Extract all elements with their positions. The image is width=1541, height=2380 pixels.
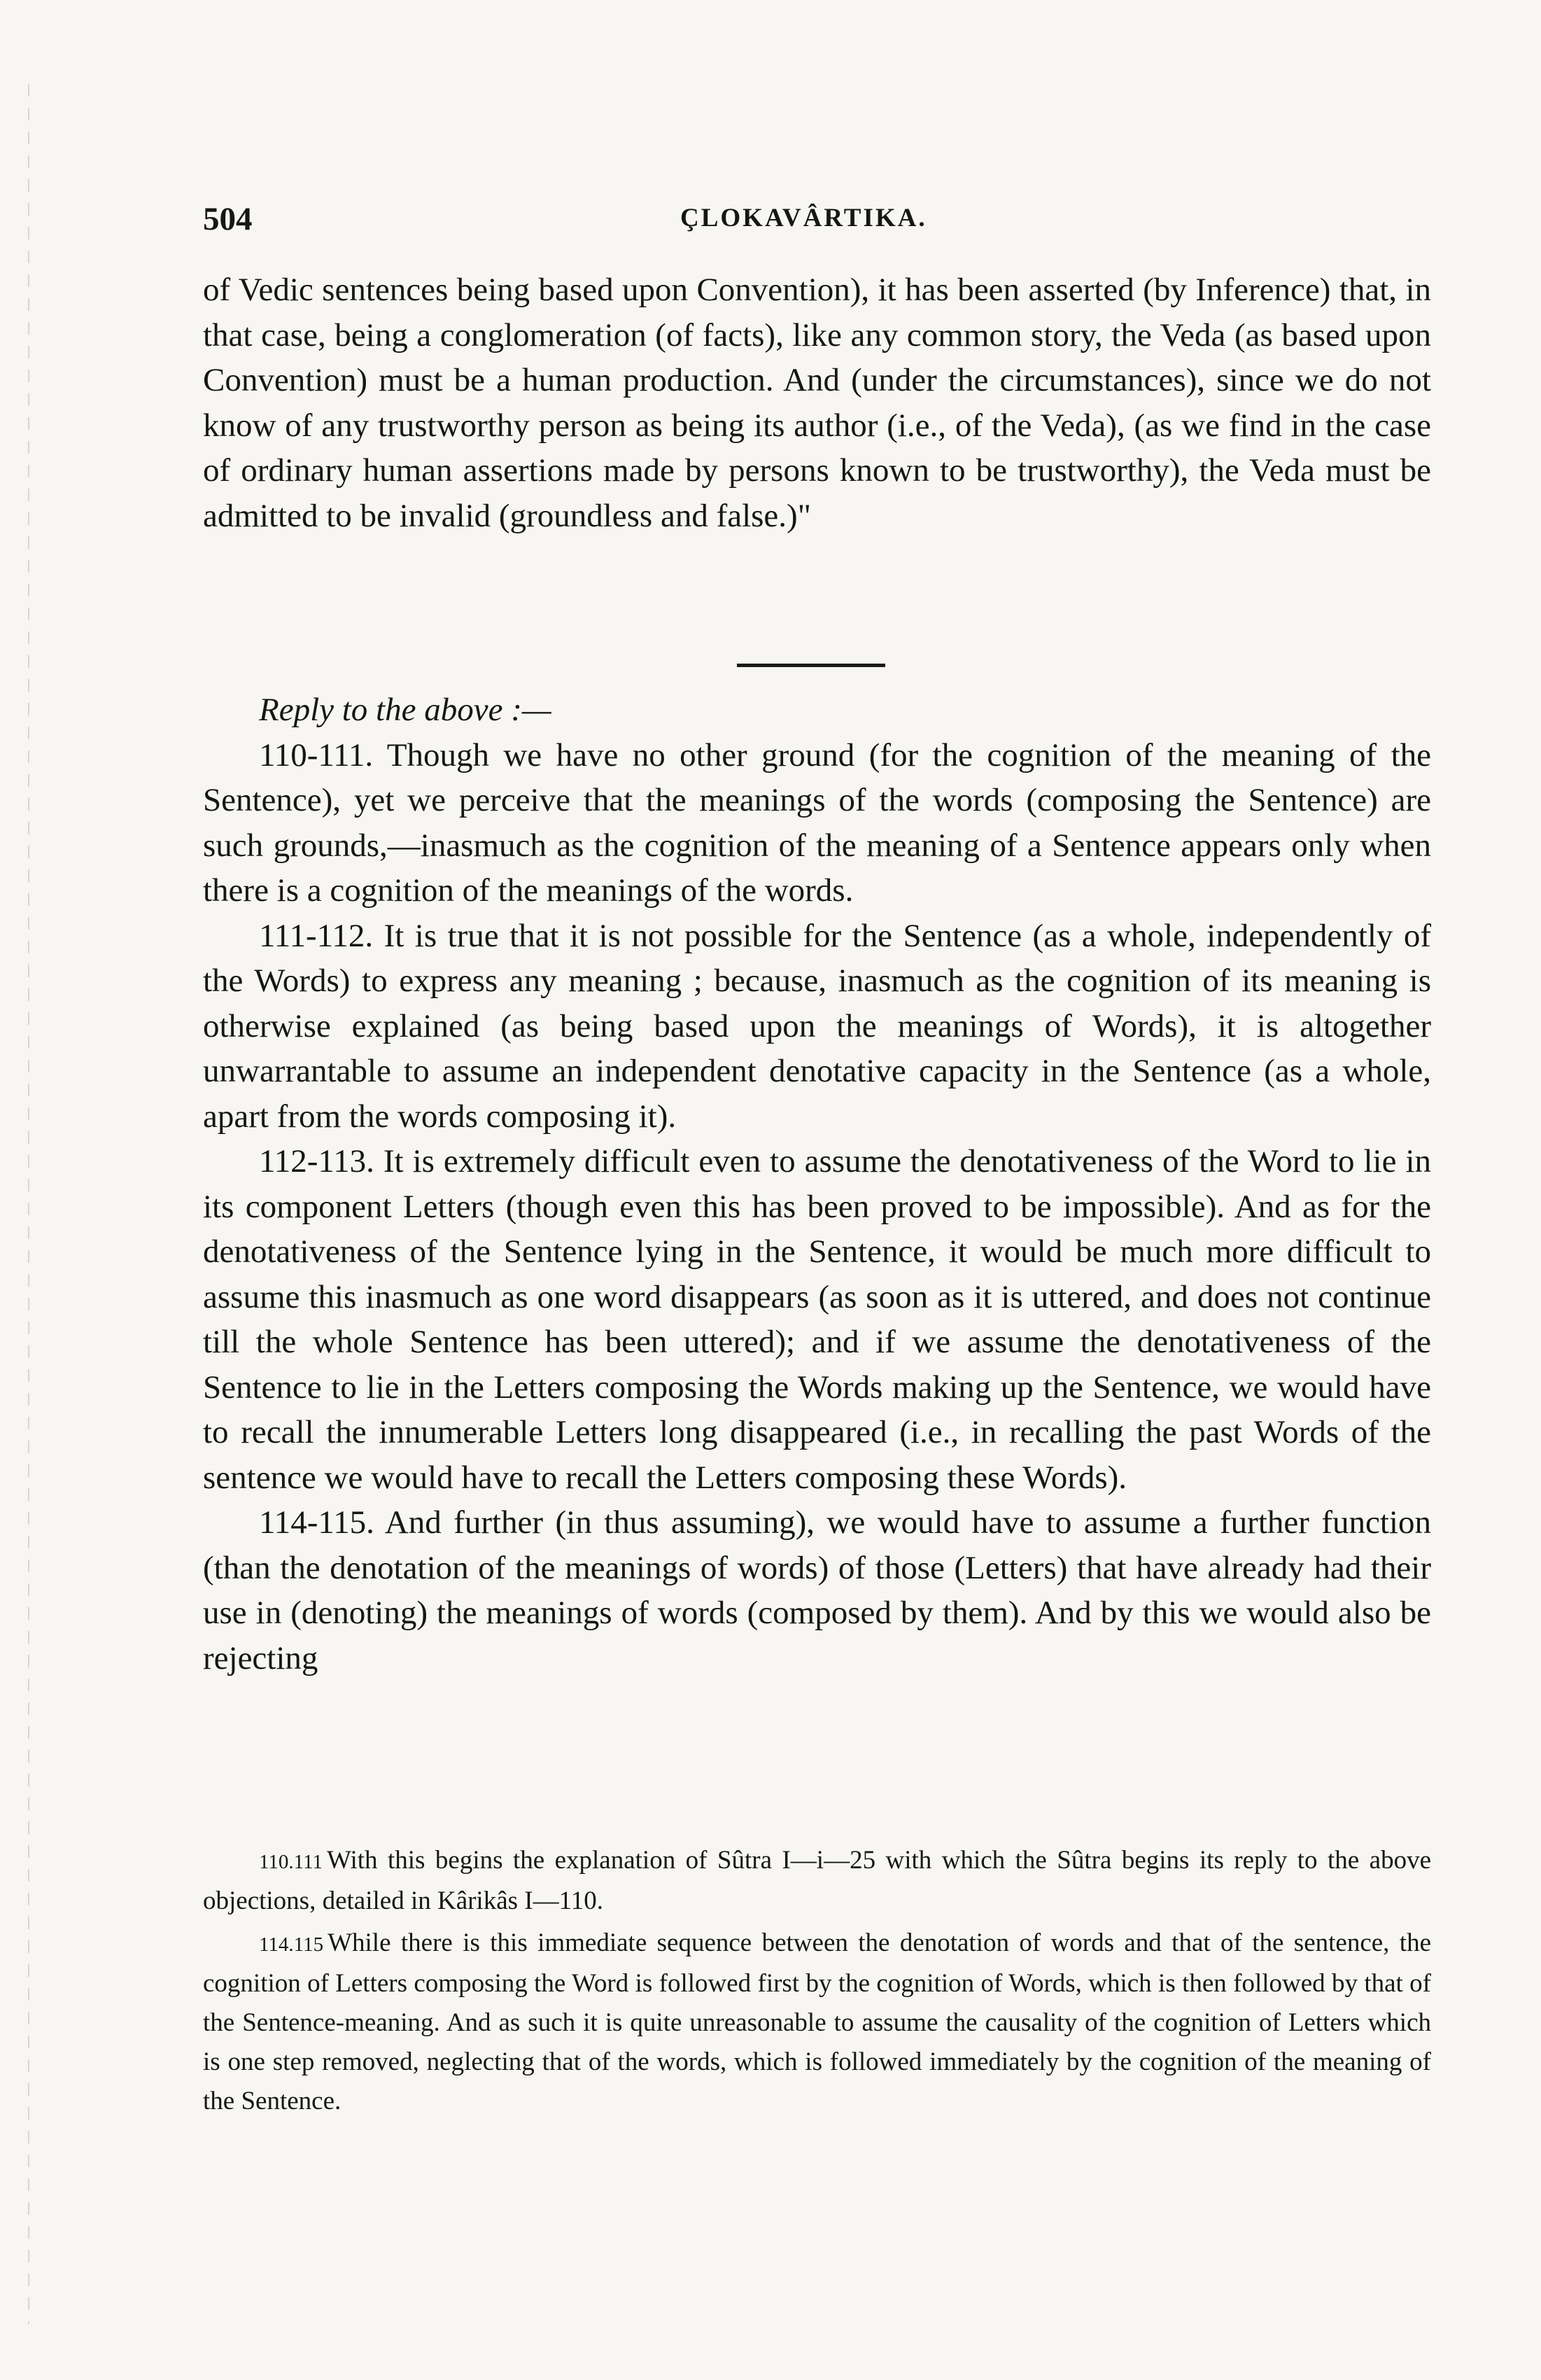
- footnote: [203, 1924, 1431, 2121]
- page-header: [203, 200, 1428, 242]
- footnote-text: While there is this immediate sequence between the denotation of words and that of the sentence, the cognition of Letters composing the Word is followed first by the cognition of Words, which is then followed by that of the Sentence-meaning. And as such it is quite unreasonable to assume the causality of the cognition of Letters which is one step removed, neglecting that of the words, which is followed immediately by the cognition of the meaning of the Sentence.: [203, 1928, 1431, 2115]
- page-number: 504: [203, 201, 253, 237]
- footnote-text: With this begins the explanation of Sûtra I—i—25 with which the Sûtra begins its reply to the above objections, detailed in Kârikâs I—110.: [203, 1846, 1431, 1915]
- paragraph-continuation: of Vedic sentences being based upon Convention), it has been asserted (by Inference) that, in that case, being a conglomeration (of facts), like any common story, the Veda (as based upon Convention) must be a human production. And (under the circumstances), since we do not know of any trustworthy person as being its author (i.e., of the Veda), (as we find in the case of ordinary human assertions made by persons known to be trustworthy), the Veda must be admitted to be invalid (groundless and false.)": [203, 272, 1431, 534]
- binding-edge: [28, 84, 29, 2324]
- main-text: [203, 267, 1431, 538]
- footnote-marker: 110.111: [259, 1851, 323, 1873]
- verse-110-111: 110-111. Though we have no other ground (for the cognition of the meaning of the Sentence), yet we perceive that the meanings of the words (composing the Sentence) are such grounds,—inasmuch as the cognition of the meaning of a Sentence appears only when there is a cognition of the meanings of the words.: [203, 736, 1431, 909]
- footnotes: [203, 1841, 1431, 2124]
- verse-114-115: 114-115. And further (in thus assuming), we would have to assume a further function (than the denotation of the meanings of words) of those (Letters) that have already had their use in (denoting) the meanings of words (composed by them). And by this we would also be rejecting: [203, 1504, 1431, 1676]
- footnote-marker: 114.115: [259, 1933, 324, 1956]
- running-title: ÇLOKAVÂRTIKA.: [680, 204, 927, 232]
- section-rule: [737, 664, 885, 667]
- verse-112-113: 112-113. It is extremely difficult even to assume the denotativeness of the Word to lie in its component Letters (though even this has been proved to be impossible). And as for the denotativeness of the Sentence lying in the Sentence, it would be much more difficult to assume this inasmuch as one word disappears (as soon as it is uttered, and does not continue till the whole Sentence has been uttered); and if we assume the denotativeness of the Sentence to lie in the Letters composing the Words making up the Sentence, we would have to recall the innumerable Letters long disappeared (i.e., in recalling the past Words of the sentence we would have to recall the Letters composing these Words).: [203, 1143, 1431, 1496]
- verse-111-112: 111-112. It is true that it is not possible for the Sentence (as a whole, independently of the Words) to express any meaning ; because, inasmuch as the cognition of its meaning is otherwise explained (as being based upon the meanings of Words), it is altogether unwarrantable to assume an independent denotative capacity in the Sentence (as a whole, apart from the words composing it).: [203, 917, 1431, 1135]
- reply-section: [203, 687, 1431, 1681]
- reply-heading: Reply to the above :—: [259, 692, 551, 728]
- footnote: [203, 1841, 1431, 1921]
